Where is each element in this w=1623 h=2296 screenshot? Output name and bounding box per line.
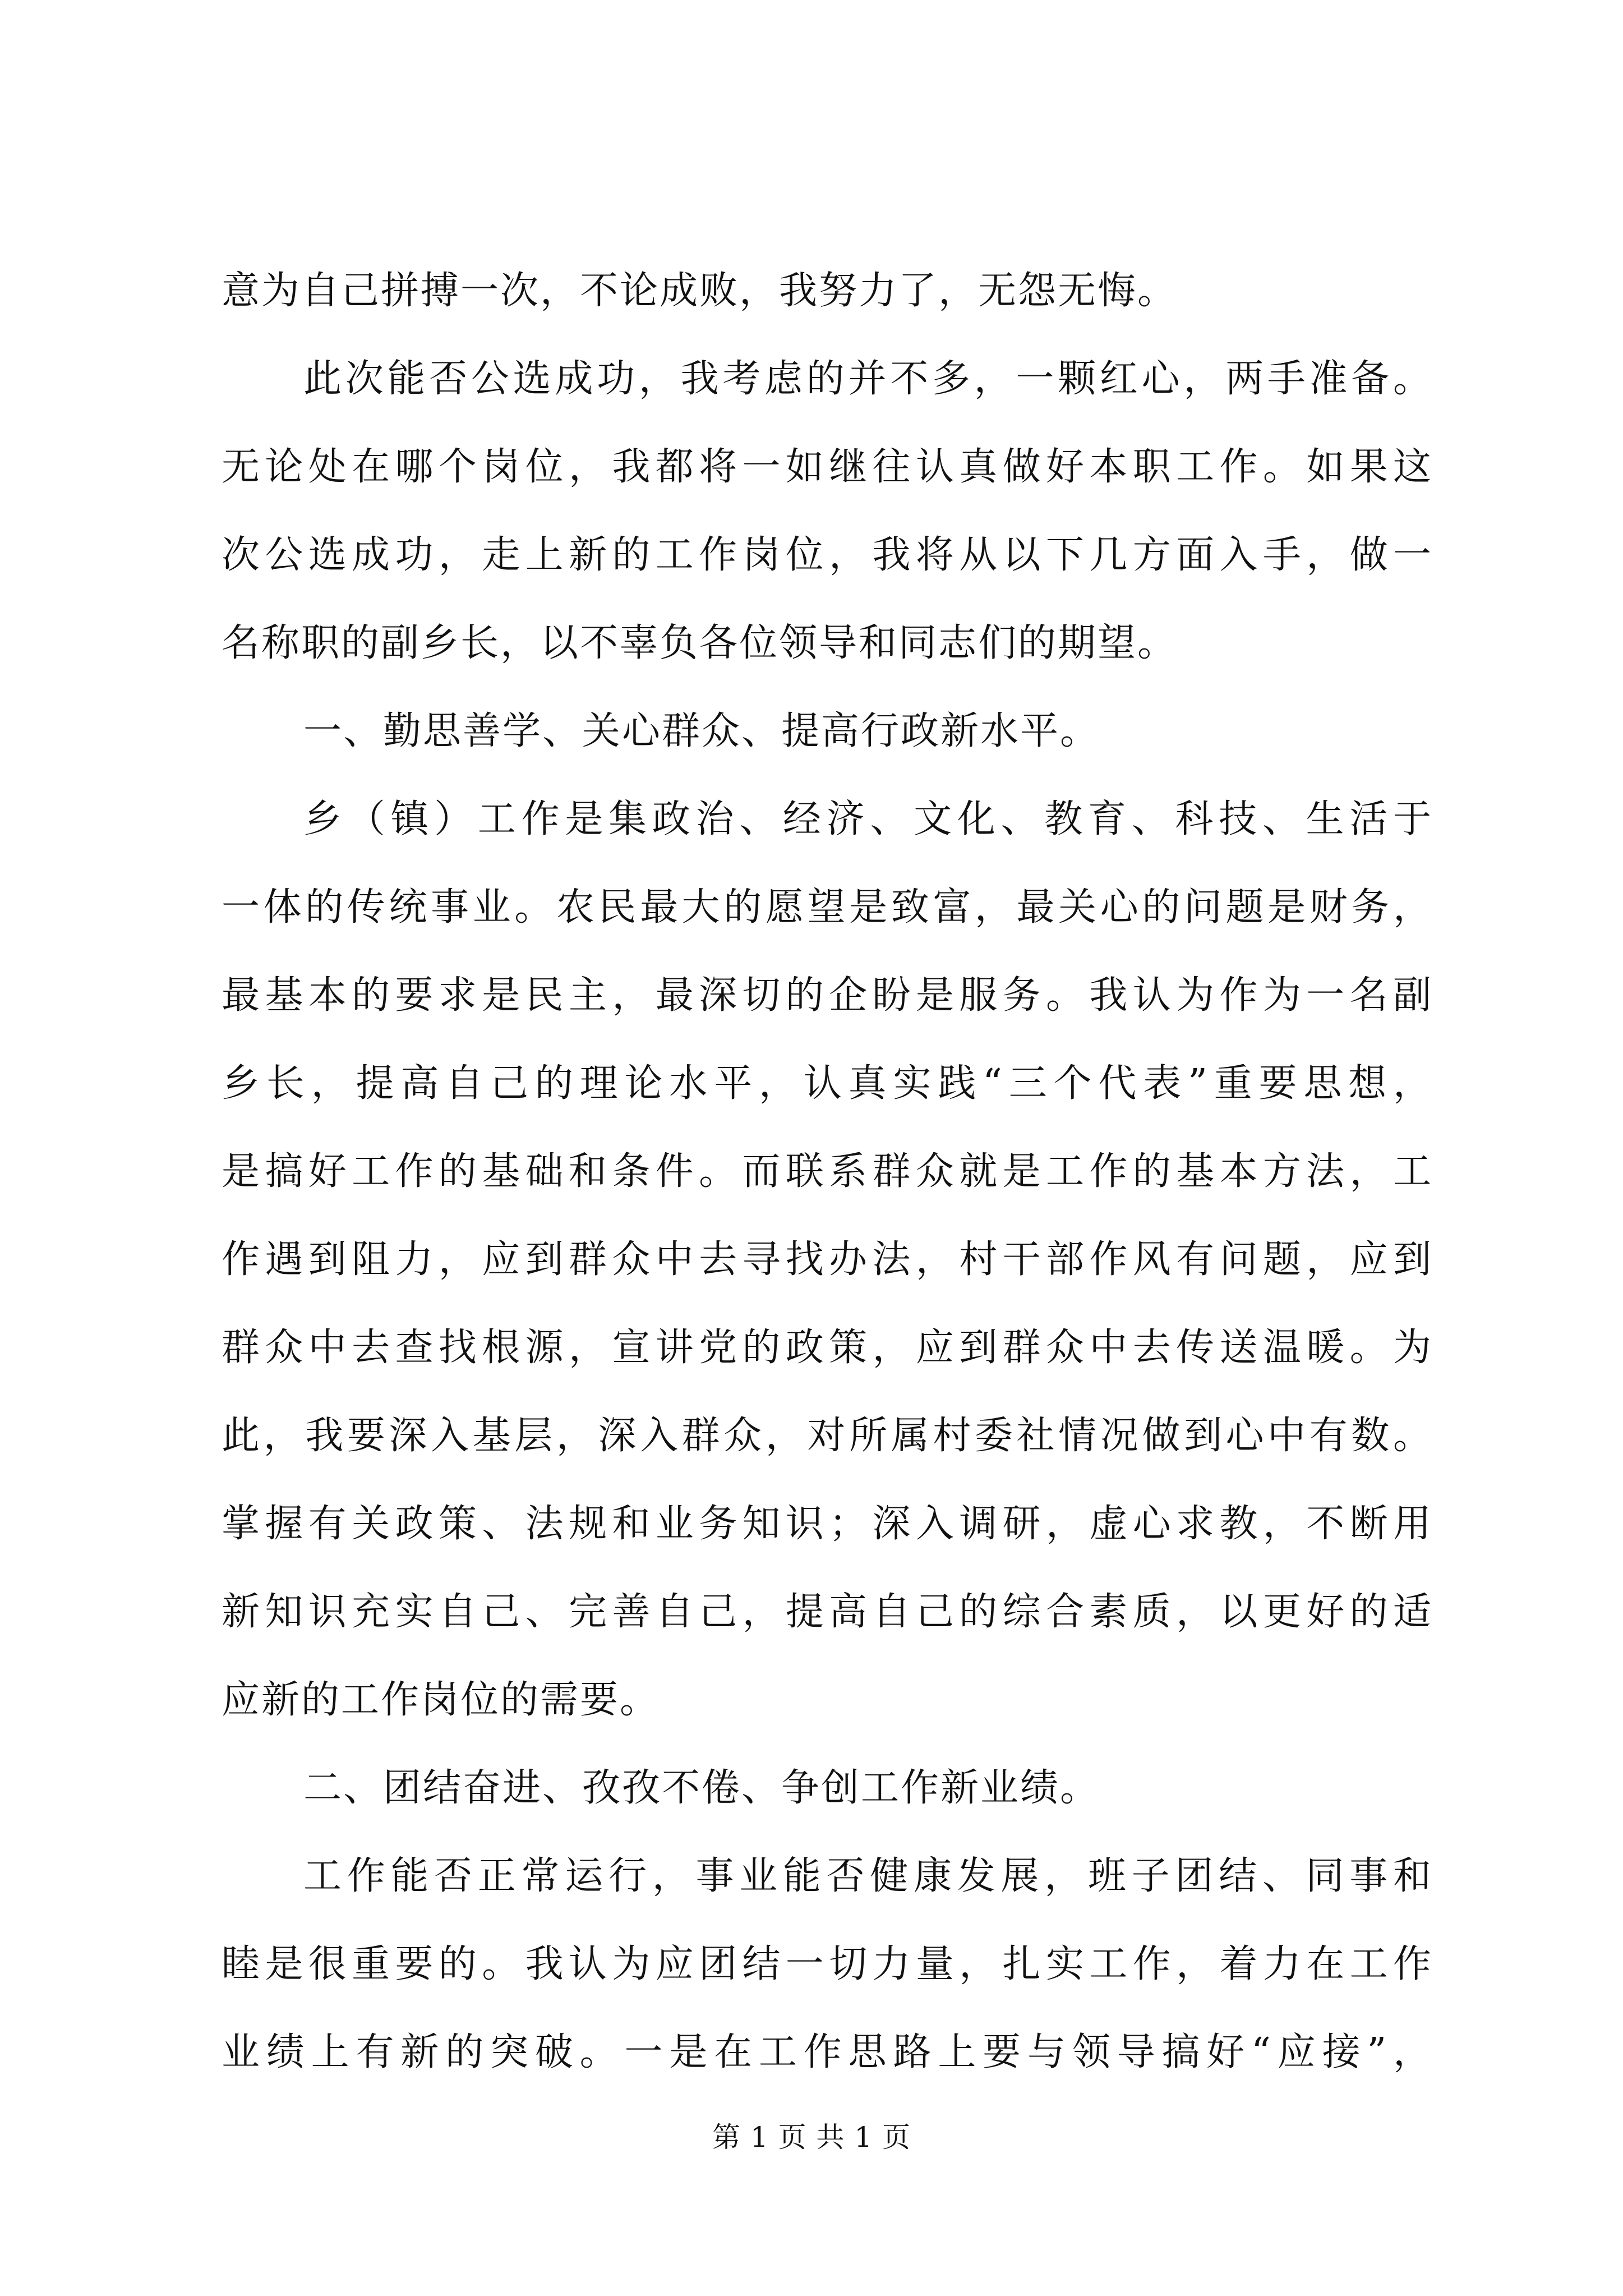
text-line: 此次能否公选成功，我考虑的并不多，一颗红心，两手准备。 (303, 357, 1433, 401)
text-line: 乡（镇）工作是集政治、经济、文化、教育、科技、生活于 (303, 797, 1433, 841)
text-line: 无论处在哪个岗位，我都将一如继往认真做好本职工作。如果这 (222, 445, 1433, 489)
document-body (222, 247, 1433, 2096)
text-line: 乡长，提高自己的理论水平，认真实践“三个代表”重要思想， (222, 1061, 1433, 1106)
text-line: 群众中去查找根源，宣讲党的政策，应到群众中去传送温暖。为 (222, 1326, 1433, 1370)
text-line: 意为自己拼搏一次，不论成败，我努力了，无怨无悔。 (222, 269, 1178, 313)
text-line: 新知识充实自己、完善自己，提高自己的综合素质，以更好的适 (222, 1590, 1433, 1634)
text-line: 此，我要深入基层，深入群众，对所属村委社情况做到心中有数。 (222, 1414, 1433, 1458)
text-line: 次公选成功，走上新的工作岗位，我将从以下几方面入手，做一 (222, 533, 1433, 577)
text-line: 掌握有关政策、法规和业务知识；深入调研，虚心求教，不断用 (222, 1502, 1433, 1546)
page-footer: 第 1 页 共 1 页 (712, 2121, 911, 2154)
text-line: 是搞好工作的基础和条件。而联系群众就是工作的基本方法，工 (222, 1149, 1433, 1194)
text-line: 最基本的要求是民主，最深切的企盼是服务。我认为作为一名副 (222, 973, 1433, 1018)
text-line: 作遇到阻力，应到群众中去寻找办法，村干部作风有问题，应到 (222, 1237, 1433, 1282)
text-line: 名称职的副乡长，以不辜负各位领导和同志们的期望。 (222, 621, 1178, 665)
text-line: 业绩上有新的突破。一是在工作思路上要与领导搞好“应接”， (222, 2030, 1433, 2074)
text-line: 睦是很重要的。我认为应团结一切力量，扎实工作，着力在工作 (222, 1942, 1433, 1986)
text-line: 工作能否正常运行，事业能否健康发展，班子团结、同事和 (303, 1854, 1433, 1898)
text-line: 二、团结奋进、孜孜不倦、争创工作新业绩。 (303, 1766, 1100, 1810)
text-line: 一体的传统事业。农民最大的愿望是致富，最关心的问题是财务， (222, 885, 1433, 930)
text-line: 一、勤思善学、关心群众、提高行政新水平。 (303, 709, 1100, 753)
text-line: 应新的工作岗位的需要。 (222, 1678, 660, 1722)
